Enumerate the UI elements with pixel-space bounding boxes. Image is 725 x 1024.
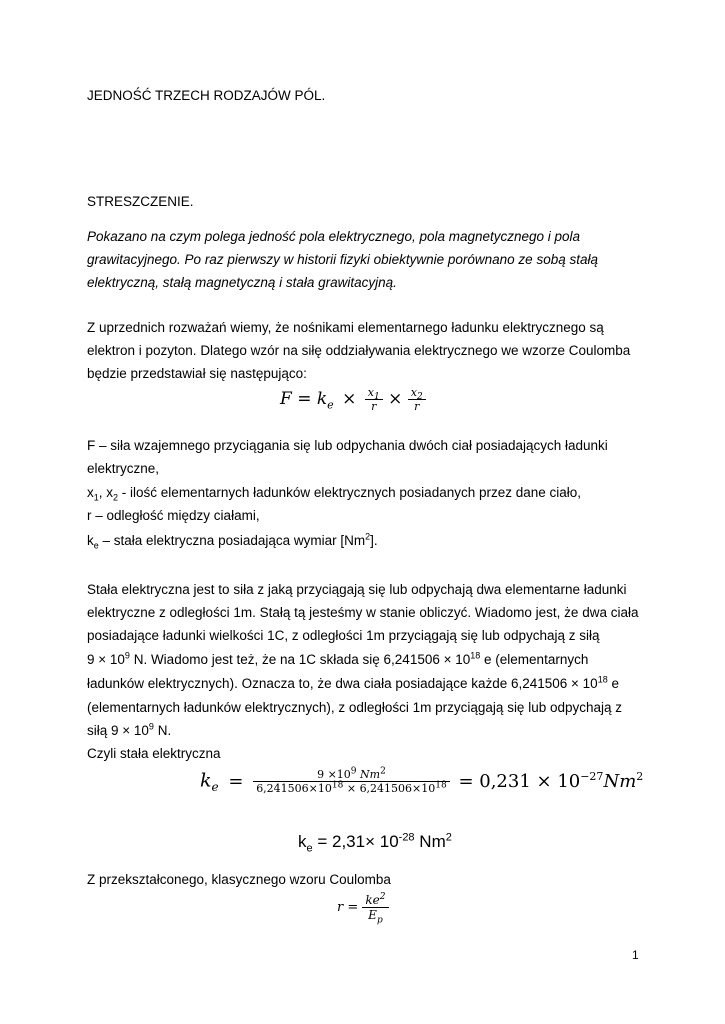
abstract-heading: STRESZCZENIE. — [87, 194, 194, 209]
page-number: 1 — [632, 948, 639, 962]
fraction-numerator: $ke^2$ — [362, 893, 388, 908]
formula-lhs: F = k — [280, 389, 328, 409]
definition-r: r – odległość między ciałami, — [87, 508, 260, 523]
distance-formula — [337, 892, 389, 926]
times-sign: × — [388, 389, 403, 409]
paragraph-coulomb: Z przekształconego, klasycznego wzoru Coulomba — [87, 872, 391, 887]
formula-lhs-sub: e — [327, 398, 334, 412]
fraction-numerator: $x_1$ — [365, 386, 383, 400]
electric-constant-formula — [200, 768, 643, 795]
fraction-numerator: $x_2$ — [408, 386, 426, 400]
definition-ke: $k_e$ – stała elektryczna posiadająca wymiar [Nm$^2$]. — [87, 531, 378, 551]
abstract-line: Pokazano na czym polega jedność pola elektrycznego, pola magnetycznego i pola — [87, 229, 581, 244]
abstract-line: grawitacyjnego. Po raz pierwszy w historii fizyki obiektywnie porównano ze sobą stałą — [87, 252, 598, 267]
equals-sign: = — [228, 770, 244, 792]
paragraph-line: Stała elektryczna jest to siła z jaką przyciągają się lub odpychają dwa elementarne ładunki — [87, 582, 627, 597]
formula-lhs: r = — [337, 900, 359, 915]
paragraph-line: Z uprzednich rozważań wiemy, że nośnikami elementarnego ładunku elektrycznego są — [87, 320, 604, 335]
definition-F: F – siła wzajemnego przyciągania się lub odpychania dwóch ciał posiadających ładunki — [87, 438, 608, 453]
document-title: JEDNOŚĆ TRZECH RODZAJÓW PÓL. — [87, 88, 326, 103]
coulomb-formula — [280, 386, 426, 413]
paragraph-line: siłą $9 \times 10^9$ N. — [87, 721, 172, 738]
fraction-denominator: $6,241506\times 10^{18} \times 6,241506\times 10^{18}$ — [256, 780, 447, 795]
fraction-denominator: r — [371, 400, 377, 413]
fraction-constant — [253, 768, 450, 795]
paragraph-line: ładunków elektrycznych). Oznacza to, że dwa ciała posiadające każde $6,241506 \times 10^{18}$ e — [87, 674, 619, 691]
fraction-x1-r — [365, 386, 383, 413]
times-sign: × — [342, 389, 357, 409]
fraction-denominator: r — [414, 400, 420, 413]
paragraph-line: $9 \times 10^9$ N. Wiadomo jest też, że na 1C składa się $6,241506 \times 10^{18}$ e (elementarnych — [87, 650, 589, 667]
abstract-line: elektryczną, stałą magnetyczną i stała grawitacyjną. — [87, 275, 397, 290]
paragraph-line: (elementarnych ładunków elektrycznych), z odległości 1m przyciągają się lub odpychają z — [87, 700, 623, 715]
paragraph-line: elektron i pozyton. Dlatego wzór na siłę oddziaływania elektrycznego we wzorze Coulomba — [87, 343, 631, 358]
definition-F-cont: elektryczne, — [87, 461, 160, 476]
paragraph-line: Czyli stała elektryczna — [87, 746, 221, 761]
formula-lhs: k — [200, 769, 212, 792]
result-ke: $k_e = 2,31\times 10^{-28}$ Nm$^2$ — [298, 831, 452, 855]
formula-lhs-sub: e — [211, 780, 219, 795]
paragraph-line: elektryczne z odległości 1m. Stałą tą jesteśmy w stanie obliczyć. Wiadomo jest, że dwa ciała — [87, 605, 639, 620]
fraction-denominator: $E_p$ — [368, 908, 383, 926]
paragraph-line: posiadające ładunki wielkości 1C, z odległości 1m przyciągają się lub odpychają z siłą — [87, 628, 600, 643]
fraction-numerator: $9 \times 10^9$ Nm$^2$ — [253, 768, 450, 782]
definition-x: $x_1$, $x_2$ - ilość elementarnych ładunków elektrycznych posiadanych przez dane ciało, — [87, 485, 582, 503]
fraction-x2-r — [408, 386, 426, 413]
paragraph-line: będzie przedstawiał się następująco: — [87, 366, 307, 381]
formula-rhs: = $0,231 \times 10^{-27}Nm^2$ — [458, 769, 644, 792]
fraction-ke2-ep — [362, 892, 388, 926]
